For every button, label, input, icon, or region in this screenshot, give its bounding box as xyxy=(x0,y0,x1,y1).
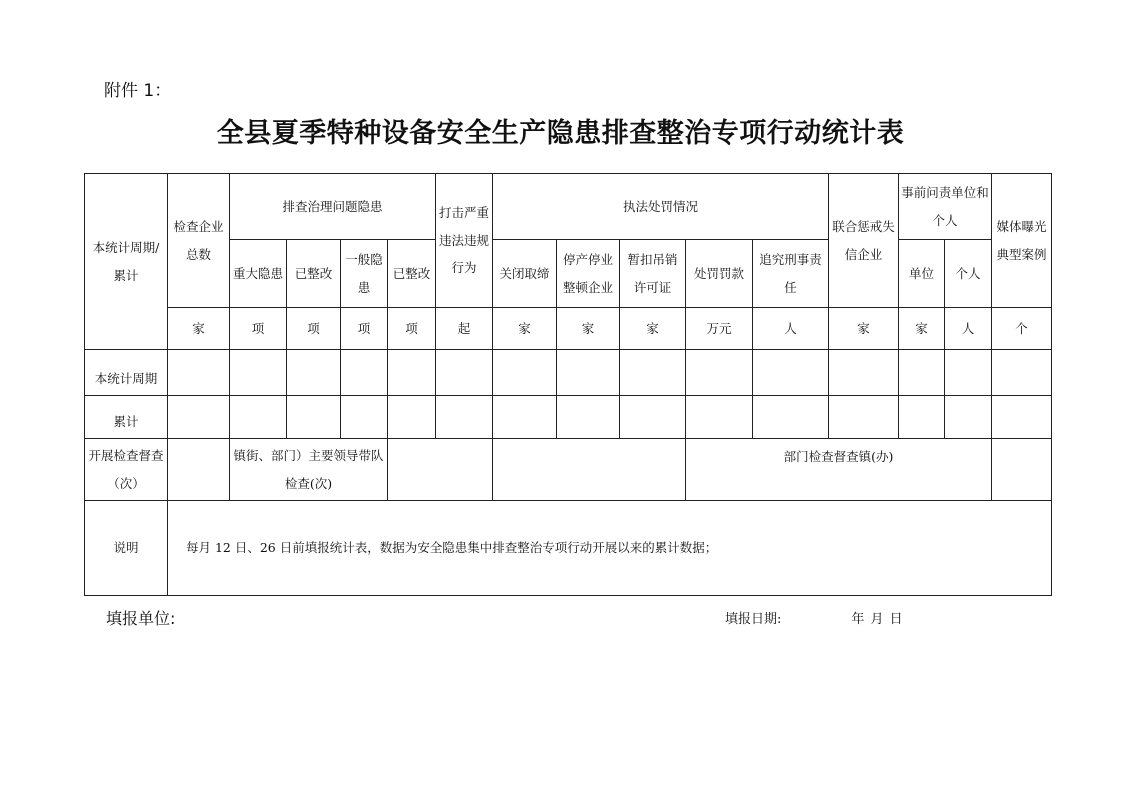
table-row xyxy=(85,439,1052,501)
major-fixed-header: 已整改 xyxy=(287,240,341,308)
data-cell[interactable] xyxy=(992,396,1052,439)
unit-acc-person: 人 xyxy=(945,308,992,350)
close-header: 关闭取缔 xyxy=(493,240,557,308)
unit-joint: 家 xyxy=(829,308,899,350)
unit-enterprise: 家 xyxy=(168,308,230,350)
data-cell[interactable] xyxy=(899,396,945,439)
data-cell[interactable] xyxy=(493,396,557,439)
row-label-inspection: 开展检查督查（次） xyxy=(85,439,168,501)
general-hazard-header: 一般隐患 xyxy=(341,240,388,308)
data-cell[interactable] xyxy=(230,396,287,439)
table-row xyxy=(85,396,1052,439)
data-cell[interactable] xyxy=(557,396,620,439)
data-cell[interactable] xyxy=(686,396,753,439)
reporting-date-fields[interactable]: 年 月 日 xyxy=(851,612,904,627)
data-cell[interactable] xyxy=(388,439,493,501)
major-hazard-header: 重大隐患 xyxy=(230,240,287,308)
dept-inspection-label: 部门检查督查镇(办) xyxy=(686,439,992,501)
hazard-group-header: 排查治理问题隐患 xyxy=(230,174,436,240)
data-cell[interactable] xyxy=(753,396,829,439)
data-cell[interactable] xyxy=(945,350,992,396)
acc-person-header: 个人 xyxy=(945,240,992,308)
media-exposure-header: 媒体曝光典型案例 xyxy=(992,174,1052,308)
data-cell[interactable] xyxy=(287,350,341,396)
reporting-date-label: 填报日期: xyxy=(725,612,782,627)
statistics-table xyxy=(84,173,1052,596)
note-text: 每月 12 日、26 日前填报统计表，数据为安全隐患集中排查整治专项行动开展以来的累计数据； xyxy=(168,501,1052,596)
unit-revoke: 家 xyxy=(620,308,686,350)
data-cell[interactable] xyxy=(341,396,388,439)
criminal-header: 追究刑事责任 xyxy=(753,240,829,308)
fine-header: 处罚罚款 xyxy=(686,240,753,308)
data-cell[interactable] xyxy=(168,439,230,501)
unit-major-fixed: 项 xyxy=(287,308,341,350)
data-cell[interactable] xyxy=(168,350,230,396)
unit-suspend: 家 xyxy=(557,308,620,350)
unit-close: 家 xyxy=(493,308,557,350)
data-cell[interactable] xyxy=(945,396,992,439)
data-cell[interactable] xyxy=(168,396,230,439)
unit-crackdown: 起 xyxy=(436,308,493,350)
data-cell[interactable] xyxy=(436,350,493,396)
reporting-unit-label: 填报单位: xyxy=(106,609,176,628)
attachment-label: 附件 1： xyxy=(104,81,172,101)
data-cell[interactable] xyxy=(686,350,753,396)
joint-punish-header: 联合惩戒失信企业 xyxy=(829,174,899,308)
unit-media: 个 xyxy=(992,308,1052,350)
table-row xyxy=(85,501,1052,596)
data-cell[interactable] xyxy=(388,350,436,396)
enterprise-total-header: 检查企业总数 xyxy=(168,174,230,308)
data-cell[interactable] xyxy=(992,439,1052,501)
page-title: 全县夏季特种设备安全生产隐患排查整治专项行动统计表 xyxy=(216,118,905,149)
unit-general-fixed: 项 xyxy=(388,308,436,350)
leader-inspection-label: 镇街、部门）主要领导带队检查(次) xyxy=(230,439,388,501)
data-cell[interactable] xyxy=(230,350,287,396)
data-cell[interactable] xyxy=(992,350,1052,396)
accountability-group-header: 事前问责单位和个人 xyxy=(899,174,992,240)
data-cell[interactable] xyxy=(557,350,620,396)
data-cell[interactable] xyxy=(388,396,436,439)
data-cell[interactable] xyxy=(899,350,945,396)
reporting-date xyxy=(725,608,904,627)
revoke-license-header: 暂扣吊销许可证 xyxy=(620,240,686,308)
table-row xyxy=(85,350,1052,396)
data-cell[interactable] xyxy=(436,396,493,439)
row-label-current: 本统计周期 xyxy=(85,350,168,396)
acc-unit-header: 单位 xyxy=(899,240,945,308)
unit-major: 项 xyxy=(230,308,287,350)
data-cell[interactable] xyxy=(493,439,686,501)
data-cell[interactable] xyxy=(620,396,686,439)
unit-acc-unit: 家 xyxy=(899,308,945,350)
unit-general: 项 xyxy=(341,308,388,350)
suspend-header: 停产停业整顿企业 xyxy=(557,240,620,308)
data-cell[interactable] xyxy=(341,350,388,396)
data-cell[interactable] xyxy=(829,396,899,439)
crackdown-header: 打击严重违法违规行为 xyxy=(436,174,493,308)
data-cell[interactable] xyxy=(829,350,899,396)
unit-fine: 万元 xyxy=(686,308,753,350)
general-fixed-header: 已整改 xyxy=(388,240,436,308)
enforcement-group-header: 执法处罚情况 xyxy=(493,174,829,240)
row-label-cumulative: 累计 xyxy=(85,396,168,439)
row-label-note: 说明 xyxy=(85,501,168,596)
data-cell[interactable] xyxy=(620,350,686,396)
data-cell[interactable] xyxy=(753,350,829,396)
data-cell[interactable] xyxy=(493,350,557,396)
data-cell[interactable] xyxy=(287,396,341,439)
unit-criminal: 人 xyxy=(753,308,829,350)
period-header: 本统计周期/累计 xyxy=(85,174,168,350)
